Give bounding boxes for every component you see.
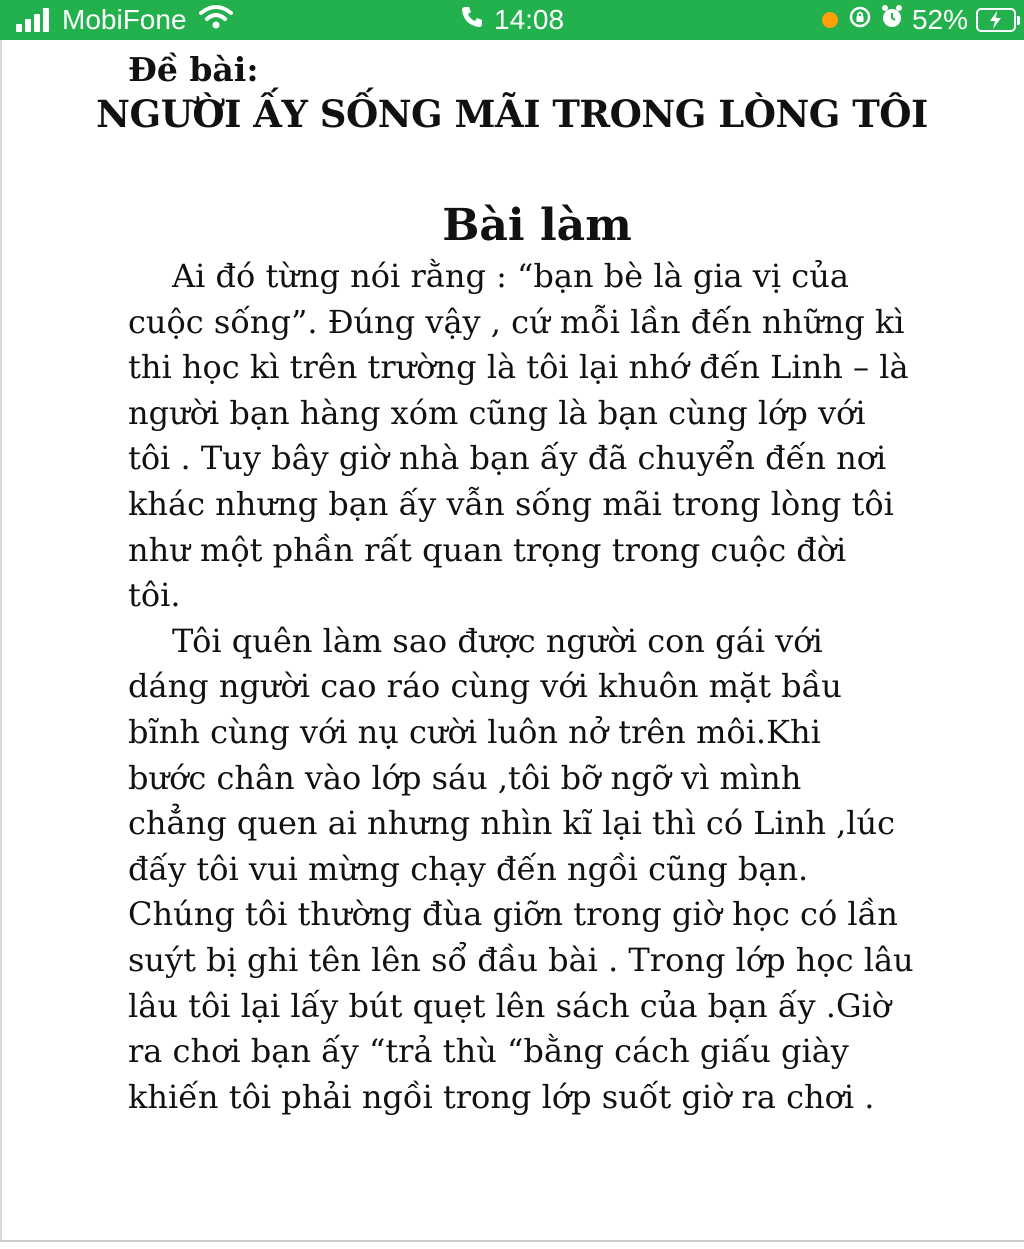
essay-line: khác nhưng bạn ấy vẫn sống mãi trong lòng tôi (128, 484, 894, 523)
status-bar (0, 0, 1024, 40)
essay-line: bước chân vào lớp sáu ,tôi bỡ ngỡ vì mình (128, 758, 802, 797)
essay-line: Chúng tôi thường đùa giỡn trong giờ học có lần (128, 895, 898, 934)
essay-line: chẳng quen ai nhưng nhìn kĩ lại thì có Linh ,lúc (128, 804, 896, 843)
essay-paragraph (128, 619, 928, 1121)
essay-line: cuộc sống”. Đúng vậy , cứ mỗi lần đến những kì (128, 302, 905, 341)
essay-line: lâu tôi lại lấy bút quẹt lên sách của bạn ấy .Giờ (128, 986, 891, 1025)
essay-line: thi học kì trên trường là tôi lại nhớ đến Linh – là (128, 348, 909, 387)
essay-line: như một phần rất quan trọng trong cuộc đời (128, 530, 847, 569)
essay-line: bĩnh cùng với nụ cười luôn nở trên môi.Khi (128, 712, 821, 751)
essay-line: Tôi quên làm sao được người con gái với (172, 621, 823, 660)
essay-line: tôi . Tuy bây giờ nhà bạn ấy đã chuyển đến nơi (128, 439, 887, 478)
status-bar-right (822, 0, 1016, 40)
essay-line: suýt bị ghi tên lên sổ đầu bài . Trong lớp học lâu (128, 940, 914, 979)
essay-line: đấy tôi vui mừng chạy đến ngồi cũng bạn. (128, 849, 809, 888)
rotation-lock-icon (848, 4, 872, 36)
essay-line: người bạn hàng xóm cũng là bạn cùng lớp với (128, 393, 866, 432)
prompt-title: NGƯỜI ẤY SỐNG MÃI TRONG LÒNG TÔI (96, 92, 928, 136)
carrier-name: MobiFone (62, 4, 187, 35)
battery-charging-icon (976, 8, 1016, 32)
document-page[interactable] (0, 40, 1024, 1240)
work-heading: Bài làm (442, 200, 632, 251)
essay-line: dáng người cao ráo cùng với khuôn mặt bầu (128, 667, 842, 706)
essay-paragraph (128, 254, 928, 619)
status-bar-left (16, 0, 233, 40)
phone-icon (460, 4, 484, 36)
signal-icon (16, 8, 52, 32)
battery-percent: 52% (911, 4, 968, 35)
prompt-label: Đề bài: (128, 50, 259, 89)
essay-body (128, 254, 928, 1120)
essay-line: tôi. (128, 576, 181, 615)
essay-line: ra chơi bạn ấy “trả thù “bằng cách giấu giày (128, 1032, 849, 1071)
alarm-icon (880, 4, 904, 37)
orange-dot-indicator (822, 12, 838, 28)
status-bar-center (460, 0, 564, 40)
wifi-icon (199, 4, 233, 37)
essay-line: khiến tôi phải ngồi trong lớp suốt giờ ra chơi . (128, 1077, 875, 1116)
essay-line: Ai đó từng nói rằng : “bạn bè là gia vị của (172, 257, 849, 295)
page-bottom-edge (0, 1240, 1024, 1242)
clock-time: 14:08 (494, 4, 565, 35)
